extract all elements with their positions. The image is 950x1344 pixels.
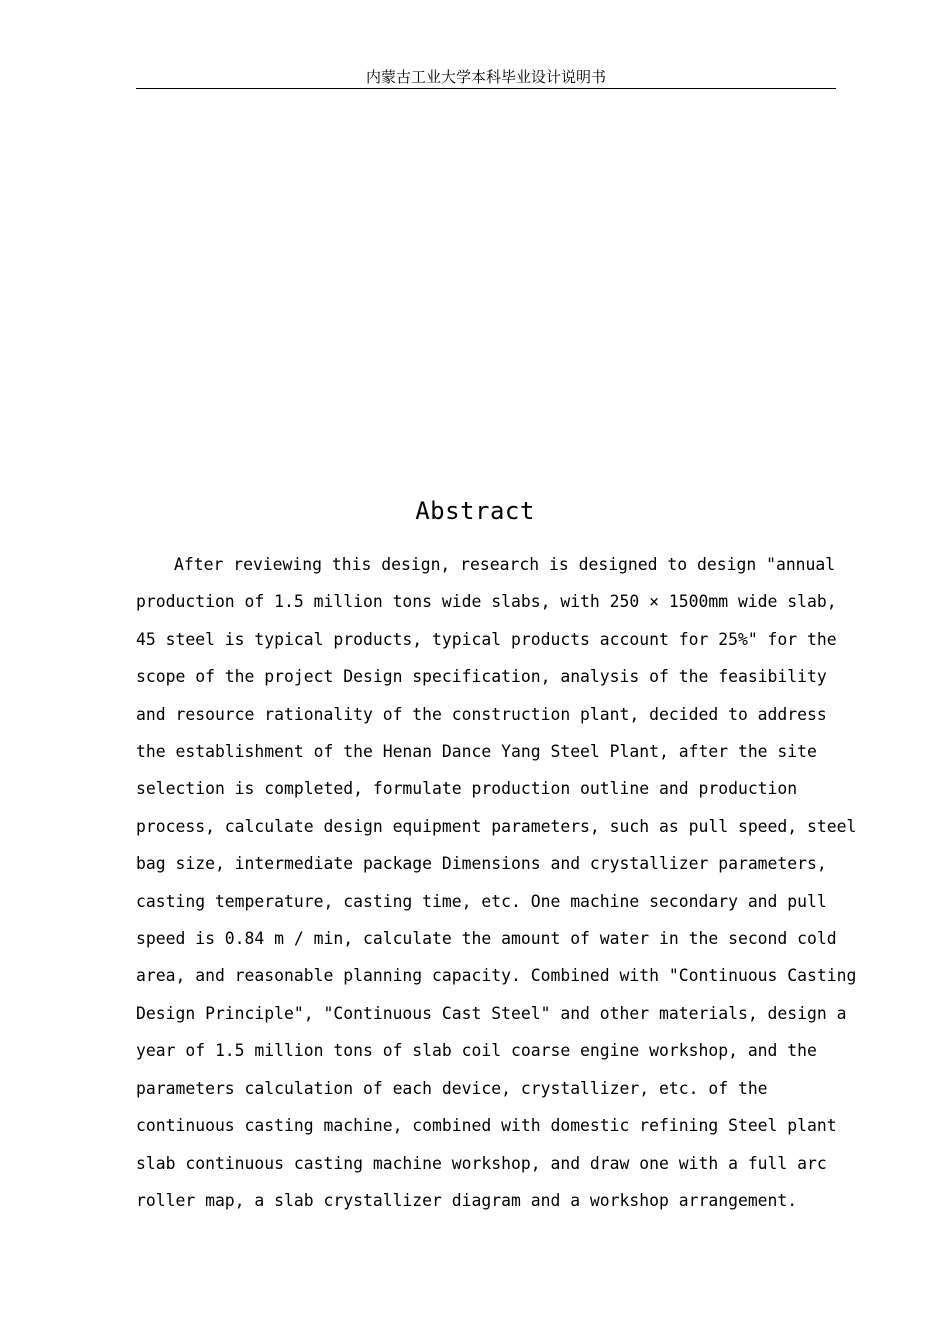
abstract-line: continuous casting machine, combined with domestic refining Steel plant [136, 1116, 837, 1136]
abstract-line: year of 1.5 million tons of slab coil coarse engine workshop, and the [136, 1041, 817, 1061]
abstract-line: production of 1.5 million tons wide slabs, with 250 × 1500mm wide slab, [136, 592, 837, 612]
abstract-paragraph [136, 546, 857, 1219]
abstract-line: Design Principle", "Continuous Cast Steel" and other materials, design a [136, 1003, 847, 1023]
page-header-title: 内蒙古工业大学本科毕业设计说明书 [365, 68, 606, 86]
abstract-line: slab continuous casting machine workshop, and draw one with a full arc [136, 1153, 827, 1173]
abstract-line: After reviewing this design, research is designed to design "annual [174, 555, 836, 574]
abstract-line: selection is completed, formulate production outline and production [136, 779, 798, 799]
abstract-line: area, and reasonable planning capacity. Combined with "Continuous Casting [136, 966, 857, 986]
abstract-line: 45 steel is typical products, typical products account for 25%" for the [136, 629, 837, 649]
abstract-line: casting temperature, casting time, etc. One machine secondary and pull [136, 891, 827, 911]
abstract-line: the establishment of the Henan Dance Yang Steel Plant, after the site [136, 742, 817, 762]
abstract-line: speed is 0.84 m / min, calculate the amount of water in the second cold [136, 929, 837, 949]
abstract-line: parameters calculation of each device, crystallizer, etc. of the [136, 1078, 768, 1098]
abstract-line: bag size, intermediate package Dimensions and crystallizer parameters, [136, 854, 827, 874]
abstract-line: roller map, a slab crystallizer diagram and a workshop arrangement. [136, 1190, 798, 1210]
abstract-line: scope of the project Design specification, analysis of the feasibility [136, 667, 827, 687]
abstract-line: process, calculate design equipment parameters, such as pull speed, steel [136, 816, 857, 836]
page-header [136, 66, 836, 89]
abstract-heading: Abstract [415, 497, 535, 525]
abstract-line: and resource rationality of the construction plant, decided to address [136, 704, 827, 724]
